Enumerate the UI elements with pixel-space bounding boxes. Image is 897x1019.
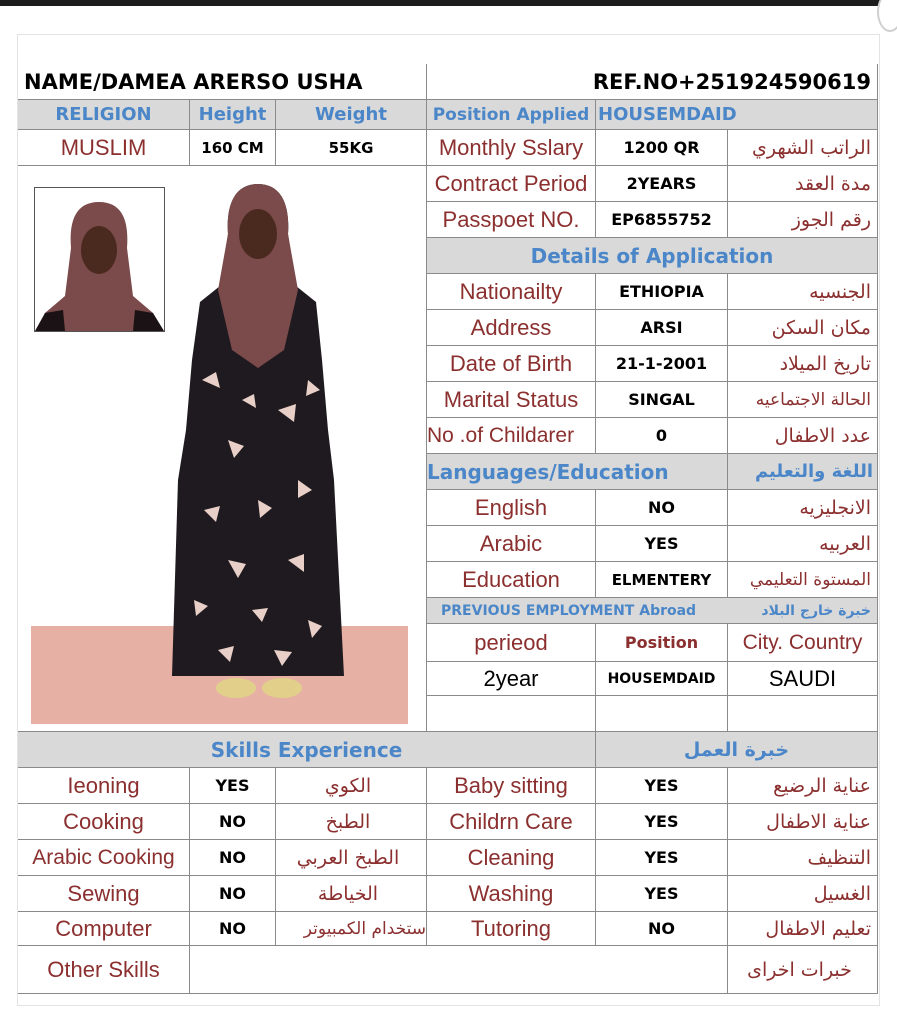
height-header: Height: [190, 100, 276, 130]
weight-value: 55KG: [276, 130, 427, 166]
skill-value: NO: [190, 912, 276, 946]
employment-title-arabic: خبرة خارج البلاد: [761, 602, 871, 619]
employment-period-header: perieod: [427, 624, 596, 662]
skill-arabic: الطبخ: [276, 804, 427, 840]
top-edge-bar: [0, 0, 897, 6]
skill-value: YES: [596, 804, 728, 840]
english-label: English: [427, 490, 596, 526]
education-value: ELMENTERY: [596, 562, 728, 598]
marital-label: Marital Status: [427, 382, 596, 418]
skill-arabic: عناية الاطفال: [728, 804, 878, 840]
skill-label: Cleaning: [427, 840, 596, 876]
languages-title: Languages/Education: [427, 454, 728, 490]
arabic-value: YES: [596, 526, 728, 562]
skill-arabic: الكوي: [276, 768, 427, 804]
employment-title: PREVIOUS EMPLOYMENT Abroad: [441, 602, 697, 619]
other-skills-arabic: خبرات اخراى: [728, 946, 878, 994]
skill-value: NO: [190, 876, 276, 912]
employment-title-row: [427, 598, 878, 624]
nationality-label: Nationailty: [427, 274, 596, 310]
other-skills-label: Other Skills: [18, 946, 190, 994]
dob-value: 21-1-2001: [596, 346, 728, 382]
children-value: 0: [596, 418, 728, 454]
salary-label: Monthly Sslary: [427, 130, 596, 166]
passport-photo-figure: [35, 188, 164, 331]
address-arabic: مكان السكن: [728, 310, 878, 346]
children-label: No .of Childarer: [427, 418, 596, 454]
skill-label: Sewing: [18, 876, 190, 912]
dob-arabic: تاريخ الميلاد: [728, 346, 878, 382]
skill-label: Ieoning: [18, 768, 190, 804]
skill-label: Cooking: [18, 804, 190, 840]
passport-photo: [34, 187, 165, 332]
languages-title-arabic: اللغة والتعليم: [728, 454, 878, 490]
skill-value: YES: [596, 840, 728, 876]
dob-label: Date of Birth: [427, 346, 596, 382]
skill-arabic: الغسيل: [728, 876, 878, 912]
skill-arabic: تعليم الاطفال: [728, 912, 878, 946]
skill-arabic: عناية الرضيع: [728, 768, 878, 804]
employment-period-value: 2year: [427, 662, 596, 696]
skills-title-arabic: خبرة العمل: [596, 732, 878, 768]
contract-period-value: 2YEARS: [596, 166, 728, 202]
contract-period-arabic: مدة العقد: [728, 166, 878, 202]
marital-arabic: الحالة الاجتماعيه: [728, 382, 878, 418]
salary-arabic: الراتب الشهري: [728, 130, 878, 166]
religion-value: MUSLIM: [18, 130, 190, 166]
height-value: 160 CM: [190, 130, 276, 166]
skill-value: NO: [596, 912, 728, 946]
skill-arabic: ستخدام الكمبيوتر: [276, 912, 427, 946]
english-value: NO: [596, 490, 728, 526]
skill-value: NO: [190, 804, 276, 840]
skill-value: YES: [596, 768, 728, 804]
arabic-arabic: العربيه: [728, 526, 878, 562]
candidate-name: NAME/DAMEA ARERSO USHA: [18, 64, 427, 100]
employment-position-header: Position: [596, 624, 728, 662]
photo-area: [18, 166, 427, 732]
skill-arabic: الطبخ العربي: [276, 840, 427, 876]
position-applied-value: HOUSEMDAID: [596, 100, 878, 130]
skill-label: Arabic Cooking: [18, 840, 190, 876]
passport-value: EP6855752: [596, 202, 728, 238]
weight-header: Weight: [276, 100, 427, 130]
skill-arabic: الخياطة: [276, 876, 427, 912]
skill-label: Childrn Care: [427, 804, 596, 840]
marital-value: SINGAL: [596, 382, 728, 418]
details-title: Details of Application: [427, 238, 878, 274]
children-arabic: عدد الاطفال: [728, 418, 878, 454]
employment-empty-cell: [427, 696, 596, 732]
skill-arabic: التنظيف: [728, 840, 878, 876]
skill-label: Computer: [18, 912, 190, 946]
employment-country-header: City. Country: [728, 624, 878, 662]
religion-header: RELIGION: [18, 100, 190, 130]
position-applied-label: Position Applied: [427, 100, 596, 130]
address-value: ARSI: [596, 310, 728, 346]
employment-empty-cell: [596, 696, 728, 732]
nationality-value: ETHIOPIA: [596, 274, 728, 310]
arabic-label: Arabic: [427, 526, 596, 562]
skill-value: NO: [190, 840, 276, 876]
address-label: Address: [427, 310, 596, 346]
reference-number: REF.NO+251924590619: [427, 64, 878, 100]
skill-label: Baby sitting: [427, 768, 596, 804]
skill-label: Washing: [427, 876, 596, 912]
passport-arabic: رقم الجوز: [728, 202, 878, 238]
skill-value: YES: [190, 768, 276, 804]
english-arabic: الانجليزيه: [728, 490, 878, 526]
education-arabic: المستوة التعليمي: [728, 562, 878, 598]
employment-empty-cell: [728, 696, 878, 732]
full-body-photo: [158, 180, 358, 720]
education-label: Education: [427, 562, 596, 598]
passport-label: Passpoet NO.: [427, 202, 596, 238]
employment-position-value: HOUSEMDAID: [596, 662, 728, 696]
other-skills-value: [190, 946, 728, 994]
corner-decoration: [877, 0, 897, 32]
skills-title: Skills Experience: [18, 732, 596, 768]
contract-period-label: Contract Period: [427, 166, 596, 202]
skill-value: YES: [596, 876, 728, 912]
employment-country-value: SAUDI: [728, 662, 878, 696]
skill-label: Tutoring: [427, 912, 596, 946]
nationality-arabic: الجنسيه: [728, 274, 878, 310]
salary-value: 1200 QR: [596, 130, 728, 166]
